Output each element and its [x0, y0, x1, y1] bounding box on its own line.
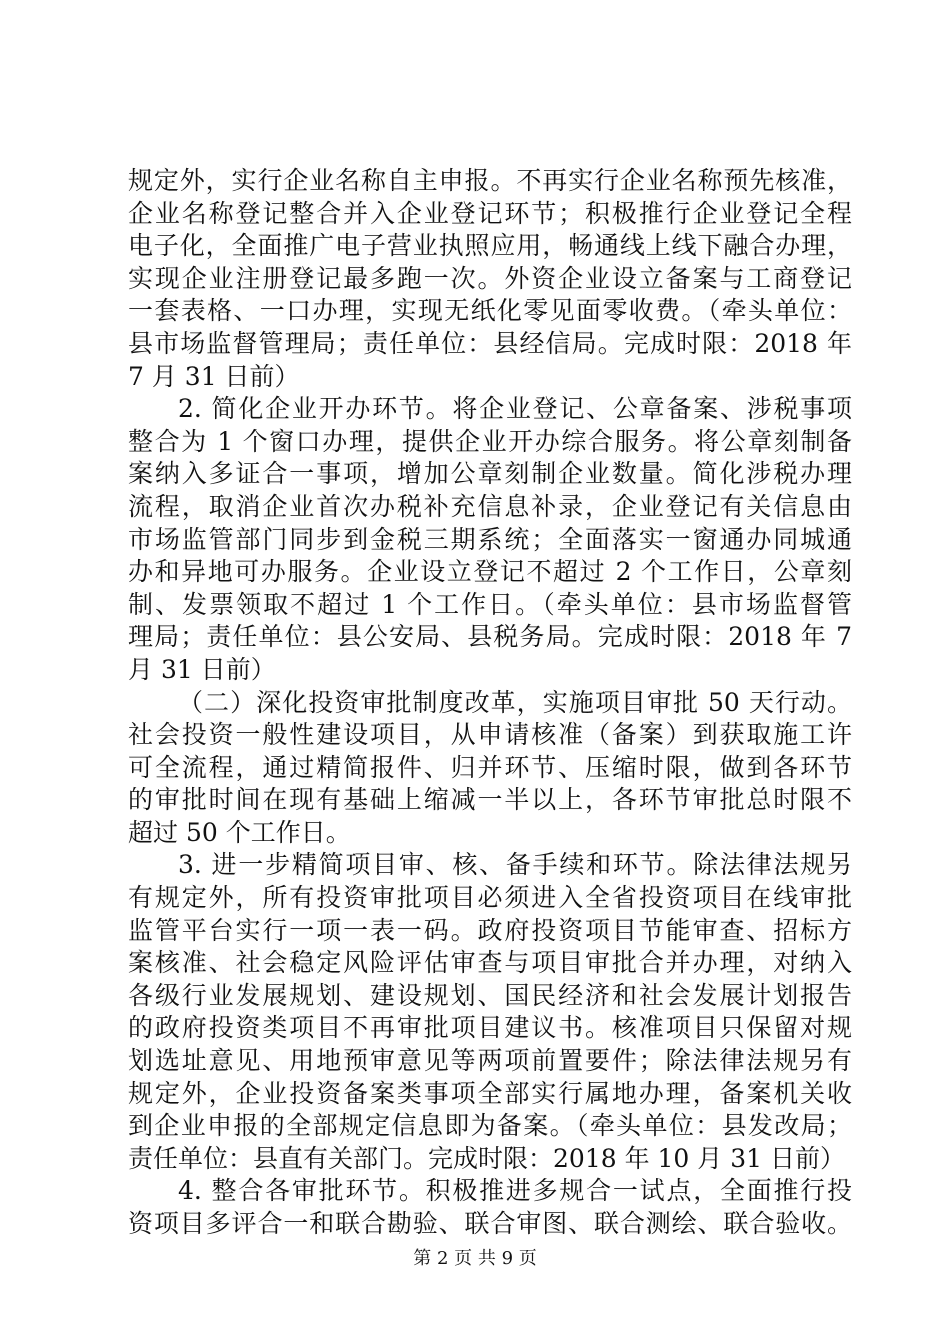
text-line: 整合为 1 个窗口办理，提供企业开办综合服务。将公章刻制备 — [128, 426, 852, 456]
text-line: 县市场监督管理局；责任单位：县经信局。完成时限：2018 年 — [128, 328, 852, 358]
text-line: 实现企业注册登记最多跑一次。外资企业设立备案与工商登记 — [128, 263, 852, 293]
text-line: 社会投资一般性建设项目，从申请核准（备案）到获取施工许 — [128, 720, 852, 750]
text-line: 的审批时间在现有基础上缩减一半以上，各环节审批总时限不 — [128, 785, 852, 815]
text-line: 月 31 日前） — [128, 654, 276, 684]
document-body — [128, 165, 852, 1241]
text-line: 到企业申报的全部规定信息即为备案。（牵头单位：县发改局； — [128, 1111, 852, 1141]
text-line: 有规定外，所有投资审批项目必须进入全省投资项目在线审批 — [128, 883, 852, 913]
text-line: 电子化，全面推广电子营业执照应用，畅通线上线下融合办理， — [128, 231, 852, 261]
text-line: 办和异地可办服务。企业设立登记不超过 2 个工作日，公章刻 — [128, 557, 852, 587]
text-line: 案核准、社会稳定风险评估审查与项目审批合并办理，对纳入 — [128, 948, 852, 978]
page-footer: 第 2 页 共 9 页 — [413, 1248, 537, 1269]
text-line: 各级行业发展规划、建设规划、国民经济和社会发展计划报告 — [128, 980, 852, 1010]
text-line: 4. 整合各审批环节。积极推进多规合一试点，全面推行投 — [178, 1176, 852, 1206]
text-line: 划选址意见、用地预审意见等两项前置要件；除法律法规另有 — [128, 1046, 852, 1076]
text-line: 资项目多评合一和联合勘验、联合审图、联合测绘、联合验收。 — [128, 1209, 852, 1238]
text-line: 流程，取消企业首次办税补充信息补录，企业登记有关信息由 — [128, 491, 852, 521]
text-line: 7 月 31 日前） — [128, 361, 300, 391]
text-line: 超过 50 个工作日。 — [128, 817, 351, 847]
text-line: 的政府投资类项目不再审批项目建议书。核准项目只保留对规 — [128, 1013, 852, 1043]
text-line: 2. 简化企业开办环节。将企业登记、公章备案、涉税事项 — [178, 394, 852, 424]
text-line: 责任单位：县直有关部门。完成时限：2018 年 10 月 31 日前） — [128, 1143, 845, 1173]
text-line: 3. 进一步精简项目审、核、备手续和环节。除法律法规另 — [178, 850, 852, 880]
text-line: 监管平台实行一项一表一码。政府投资项目节能审查、招标方 — [128, 915, 852, 945]
text-line: 理局；责任单位：县公安局、县税务局。完成时限：2018 年 7 — [128, 622, 852, 652]
text-line: 企业名称登记整合并入企业登记环节；积极推行企业登记全程 — [128, 198, 852, 228]
text-line: 规定外，企业投资备案类事项全部实行属地办理，备案机关收 — [128, 1078, 852, 1108]
text-line: （二）深化投资审批制度改革，实施项目审批 50 天行动。 — [178, 687, 852, 717]
text-line: 规定外，实行企业名称自主申报。不再实行企业名称预先核准， — [128, 166, 852, 195]
text-line: 案纳入多证合一事项，增加公章刻制企业数量。简化涉税办理 — [128, 459, 852, 489]
text-line: 市场监管部门同步到金税三期系统；全面落实一窗通办同城通 — [128, 524, 852, 554]
text-line: 一套表格、一口办理，实现无纸化零见面零收费。（牵头单位： — [128, 296, 852, 326]
text-line: 可全流程，通过精简报件、归并环节、压缩时限，做到各环节 — [128, 752, 852, 782]
text-line: 制、发票领取不超过 1 个工作日。（牵头单位：县市场监督管 — [128, 589, 852, 619]
